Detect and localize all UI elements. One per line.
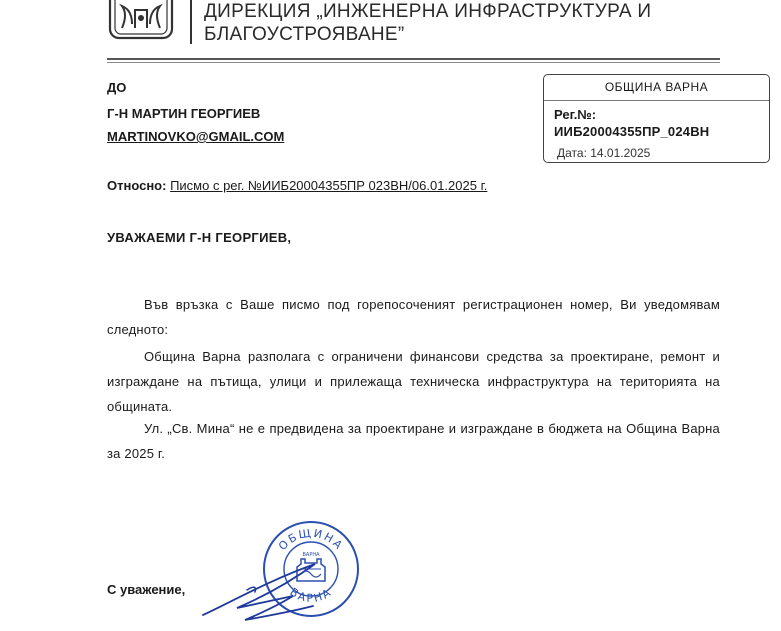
body-paragraph-2-text: Община Варна разполага с ограничени финансови средства за проектиране, ремонт и изграждане на пътища, улици и прилежаща техническа инфраструктура на територията на общината. [107, 349, 720, 414]
body-paragraph-1-text: Във връзка с Ваше писмо под горепосоченият регистрационен номер, Ви уведомявам следното: [107, 297, 720, 337]
subject-line [107, 178, 487, 193]
registration-box [543, 74, 770, 163]
handwritten-signature-icon [195, 560, 355, 631]
registration-label: Рег.№: [554, 107, 597, 122]
municipality-logo-icon [108, 0, 174, 40]
stamp-top-text: ОБЩИНА [275, 526, 347, 553]
stamp-bottom-text: ВАРНА [287, 585, 335, 605]
header-separator [107, 58, 720, 60]
subject-value: Писмо с рег. №ИИБ20004355ПР 023ВН/06.01.2025 г. [170, 178, 488, 193]
registration-number: ИИБ20004355ПР_024ВН [554, 124, 710, 139]
svg-text:ОБЩИНА [276, 526, 346, 553]
body-paragraph-1 [107, 292, 720, 342]
subject-label: Относно: [107, 178, 167, 193]
salutation: УВАЖАЕМИ Г-Н ГЕОРГИЕВ, [107, 230, 292, 245]
body-paragraph-3-text: Ул. „Св. Мина“ не е предвидена за проектиране и изграждане в бюджета на Община Варна за 2025 г. [107, 421, 720, 461]
header-divider-vertical [190, 0, 192, 44]
stamp-center-text: ВАРНА [302, 552, 320, 558]
body-paragraph-2 [107, 344, 720, 419]
addressee-email-link[interactable]: MARTINOVKO@GMAIL.COM [107, 129, 285, 144]
header-title [204, 0, 651, 46]
addressee-name: Г-Н МАРТИН ГЕОРГИЕВ [107, 106, 261, 121]
closing-phrase: С уважение, [107, 582, 186, 597]
header-title-line2: БЛАГОУСТРОЯВАНЕ” [204, 24, 405, 45]
header-separator-thin [107, 62, 720, 63]
registration-date: Дата: 14.01.2025 [557, 146, 651, 160]
header-title-line1: ДИРЕКЦИЯ „ИНЖЕНЕРНА ИНФРАСТРУКТУРА И [204, 1, 652, 22]
registration-institution: ОБЩИНА ВАРНА [544, 75, 769, 101]
addressee-to-label: ДО [107, 80, 127, 95]
body-paragraph-3 [107, 416, 720, 466]
